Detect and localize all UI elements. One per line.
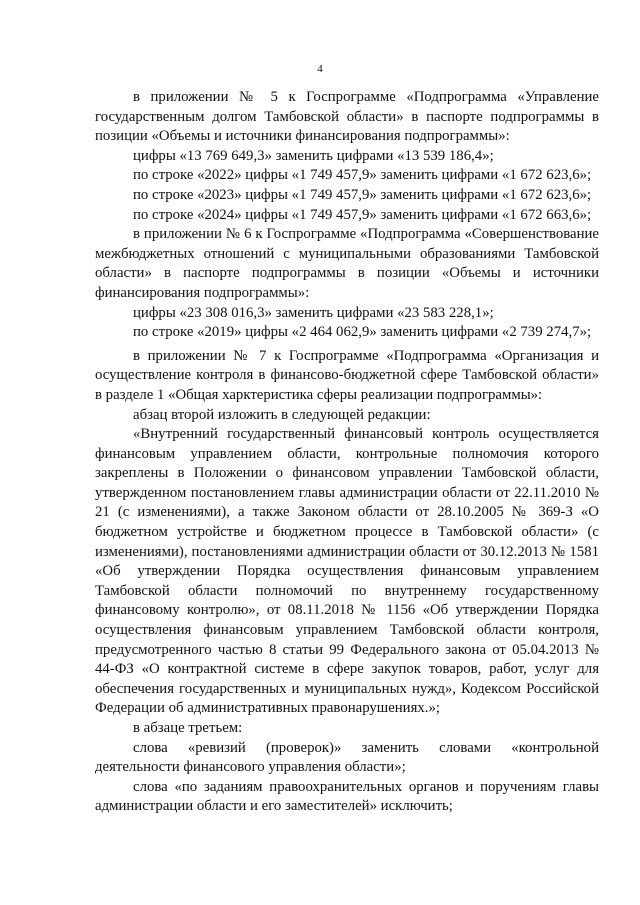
document-body xyxy=(95,88,599,817)
paragraph-appendix-7: в приложении № 7 к Госпрограмме «Подпрограмма «Организация и осуществление контроля в финансово-бюджетной сфере Тамбовской области» в разделе 1 «Общая харктеристика сферы реализации подпрограммы»: xyxy=(95,347,599,403)
paragraph-second-abzac: абзац второй изложить в следующей редакции: xyxy=(133,406,431,423)
paragraph-appendix-5: в приложении № 5 к Госпрограмме «Подпрограмма «Управление государственным долгом Тамбовской области» в паспорте подпрограммы в позиции «Объемы и источники финансирования подпрограммы»: xyxy=(95,89,599,145)
paragraph-row-2023: по строке «2023» цифры «1 749 457,9» заменить цифрами «1 672 623,6»; xyxy=(133,186,592,203)
paragraph-row-2024: по строке «2024» цифры «1 749 457,9» заменить цифрами «1 672 663,6»; xyxy=(133,206,592,223)
paragraph-row-2019: по строке «2019» цифры «2 464 062,9» заменить цифрами «2 739 274,7»; xyxy=(133,324,592,341)
paragraph-total-replace-5: цифры «13 769 649,3» заменить цифрами «13 539 186,4»; xyxy=(133,147,494,164)
paragraph-exclude-words: слова «по заданиям правоохранительных органов и поручениям главы администрации области и его заместителей» исключить; xyxy=(95,778,599,815)
paragraph-total-replace-6: цифры «23 308 016,3» заменить цифрами «23 583 228,1»; xyxy=(133,304,494,321)
paragraph-replace-words: слова «ревизий (проверок)» заменить словами «контрольной деятельности финансового управления области»; xyxy=(95,739,599,776)
paragraph-appendix-6: в приложении № 6 к Госпрограмме «Подпрограмма «Совершенствование межбюджетных отношений с муниципальными образованиями Тамбовской области» в паспорте подпрограммы в позиции «Объемы и источники финансирования подпрограммы»: xyxy=(95,226,599,301)
page-number: 4 xyxy=(317,63,323,75)
paragraph-row-2022: по строке «2022» цифры «1 749 457,9» заменить цифрами «1 672 623,6»; xyxy=(133,167,592,184)
paragraph-new-wording: «Внутренний государственный финансовый контроль осуществляется финансовым управлением области, контрольные полномочия которого закреплены в Положении о финансовом управлении Тамбовской области, утвержденном постановлением главы администрации области от 22.11.2010 № 21 (с изменениями), а также Законом области от 28.10.2005 № 369-З «О бюджетном устройстве и бюджетном процессе в Тамбовской области» (с изменениями), постановлениями администрации области от 30.12.2013 № 1581 «Об утверждении Порядка осуществления финансовым управлением Тамбовской области полномочий по внутреннему государственному финансовому контролю», от 08.11.2018 № 1156 «Об утверждении Порядка осуществления финансовым управлением Тамбовской области контроля, предусмотренного частью 8 статьи 99 Федерального закона от 05.04.2013 № 44-ФЗ «О контрактной системе в сфере закупок товаров, работ, услуг для обеспечения государственных и муниципальных нужд», Кодексом Российской Федерации об административных правонарушениях.»; xyxy=(95,426,599,717)
paragraph-third-abzac: в абзаце третьем: xyxy=(133,720,243,736)
